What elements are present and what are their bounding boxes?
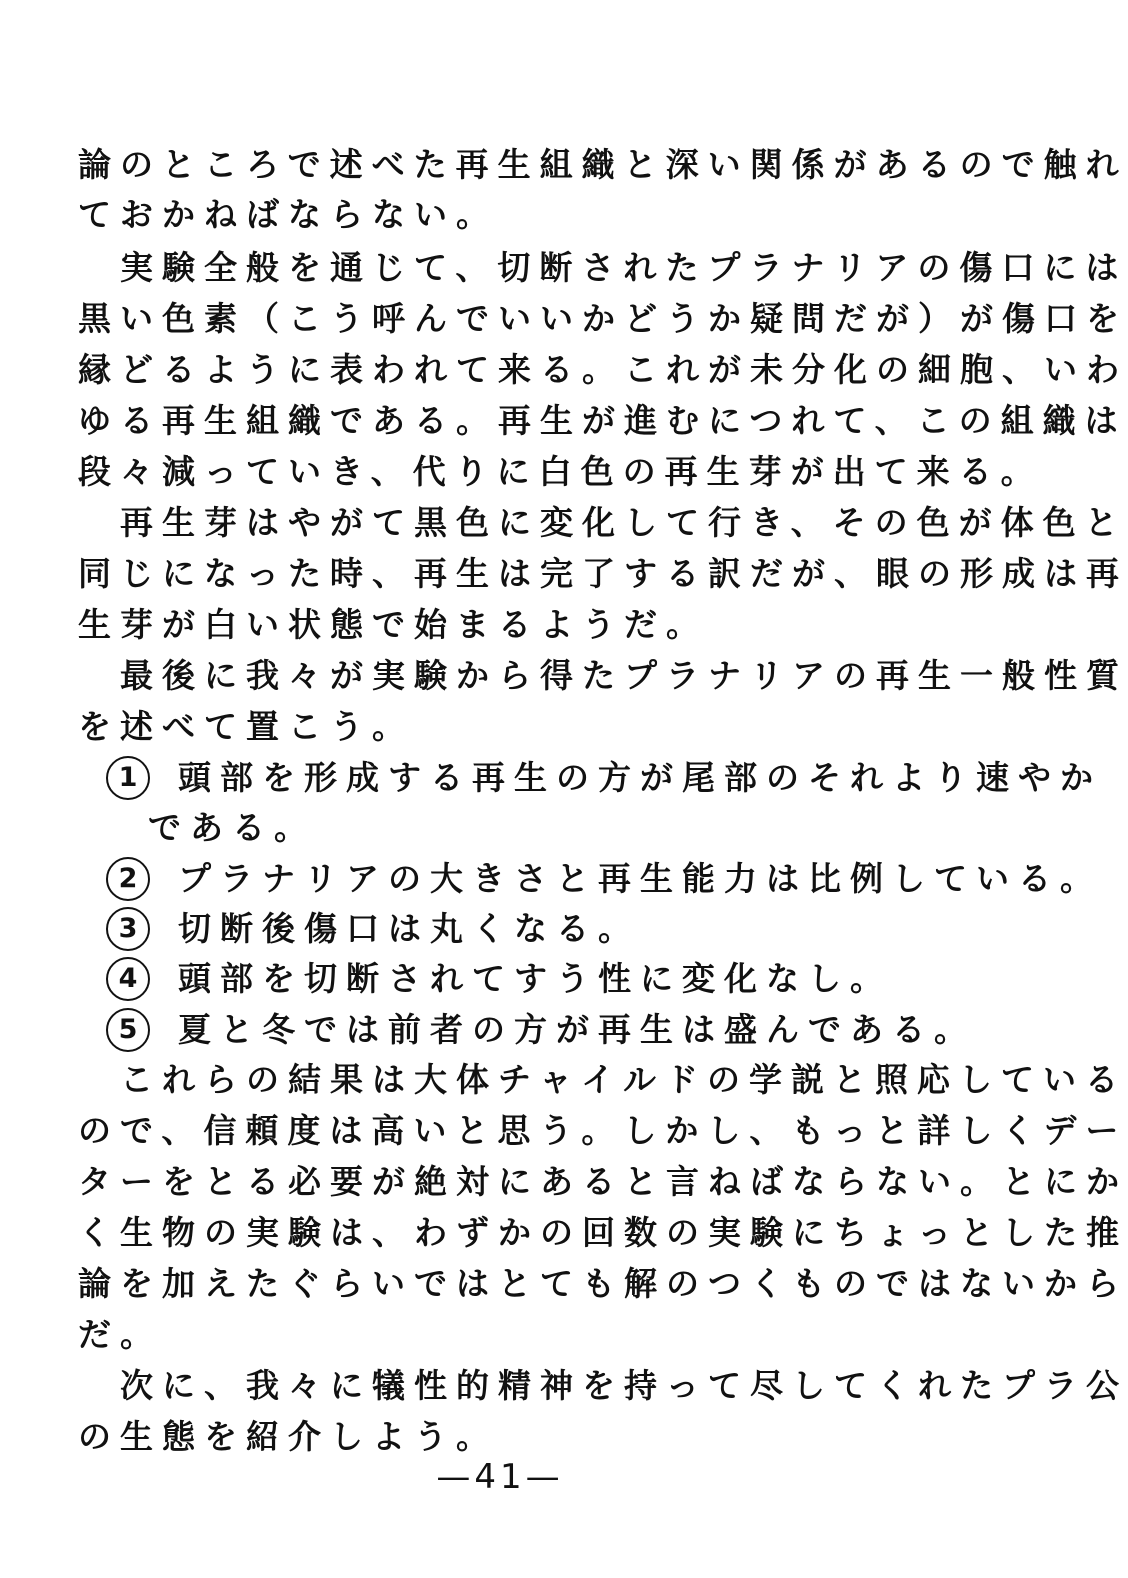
text-line: ゆる再生組織である。再生が進むにつれて、この組織は — [78, 401, 1127, 440]
text-line: だ。 — [78, 1315, 162, 1354]
text-line: ターをとる必要が絶対にあると言ねばならない。とにか — [78, 1162, 1128, 1201]
text-line: 最後に我々が実験から得たプラナリアの再生一般性質 — [78, 656, 1128, 695]
text-line: 実験全般を通じて、切断されたプラナリアの傷口には — [78, 248, 1128, 287]
list-item-continuation: である。 — [148, 808, 316, 847]
text-line: 再生芽はやがて黒色に変化して行き、その色が体色と — [78, 503, 1127, 542]
text-line: ので、信頼度は高いと思う。しかし、もっと詳しくデー — [78, 1111, 1128, 1150]
list-marker: 4 — [106, 957, 150, 1001]
list-item: 夏と冬では前者の方が再生は盛んである。 — [178, 1010, 976, 1049]
list-item: 頭部を形成する再生の方が尾部のそれより速やか — [178, 758, 1102, 797]
list-marker: 1 — [106, 756, 150, 800]
text-line: ておかねばならない。 — [78, 195, 498, 234]
list-item: 切断後傷口は丸くなる。 — [178, 909, 640, 948]
text-line: の生態を紹介しよう。 — [78, 1417, 498, 1456]
list-item: 頭部を切断されてすう性に変化なし。 — [178, 959, 892, 998]
text-line: 論を加えたぐらいではとても解のつくものではないから — [78, 1264, 1128, 1303]
text-line: 生芽が白い状態で始まるようだ。 — [78, 605, 708, 644]
list-marker: 5 — [106, 1008, 150, 1052]
text-line: 次に、我々に犠性的精神を持って尽してくれたプラ公 — [78, 1366, 1128, 1405]
text-line: 段々減っていき、代りに白色の再生芽が出て来る。 — [78, 452, 1043, 491]
page-number: —41— — [436, 1457, 564, 1497]
list-marker: 3 — [106, 907, 150, 951]
text-line: く生物の実験は、わずかの回数の実験にちょっとした推 — [78, 1213, 1128, 1252]
text-line: 論のところで述べた再生組織と深い関係があるので触れ — [78, 145, 1128, 184]
list-item: プラナリアの大きさと再生能力は比例している。 — [178, 859, 1102, 898]
text-line: を述べて置こう。 — [78, 707, 414, 746]
list-marker: 2 — [106, 857, 150, 901]
text-line: 縁どるように表われて来る。これが未分化の細胞、いわ — [78, 350, 1128, 389]
text-line: 同じになった時、再生は完了する訳だが、眼の形成は再 — [78, 554, 1128, 593]
text-line: これらの結果は大体チャイルドの学説と照応している — [78, 1060, 1128, 1099]
text-line: 黒い色素（こう呼んでいいかどうか疑問だが）が傷口を — [78, 299, 1128, 338]
